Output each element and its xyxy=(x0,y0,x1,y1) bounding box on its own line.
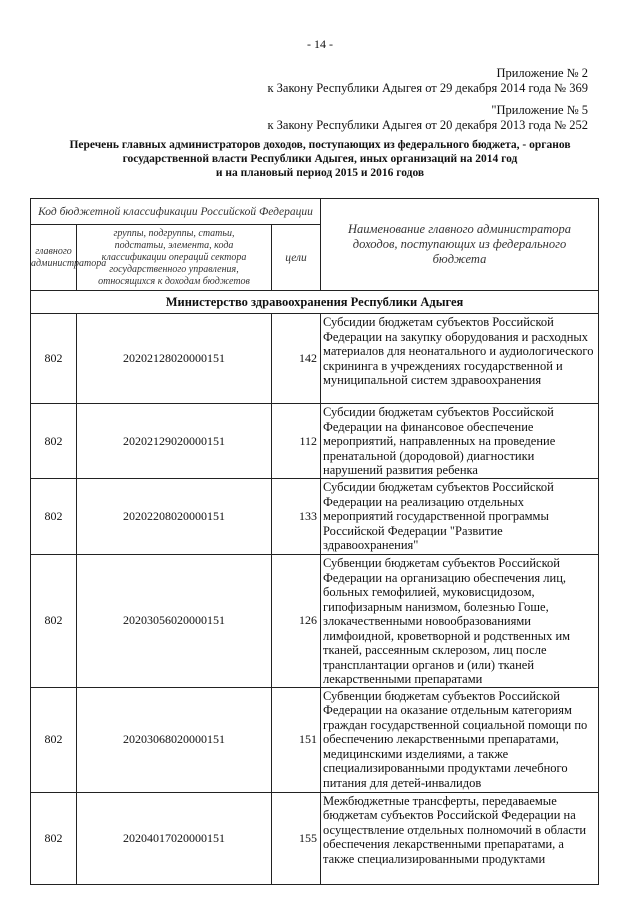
admin-code-cell: 802 xyxy=(31,555,77,688)
description-cell: Межбюджетные трансферты, передаваемые бюджетам субъектов Российской Федерации на осуществление отдельных полномочий в области обеспечения лекарственными препаратами, а также специализированными продуктами xyxy=(321,792,599,884)
administrators-table xyxy=(30,198,599,885)
target-code-cell: 133 xyxy=(272,479,321,555)
admin-code-cell: 802 xyxy=(31,479,77,555)
admin-code-cell: 802 xyxy=(31,314,77,404)
title-line: и на плановый период 2015 и 2016 годов xyxy=(215,167,425,179)
target-code-cell: 126 xyxy=(272,555,321,688)
appendix-original-number: "Приложение № 5 xyxy=(491,103,588,117)
description-cell: Субсидии бюджетам субъектов Российской Федерации на закупку оборудования и расходных материалов для неонатального и аудиологического скрининга в учреждениях государственной и муниципальной систем здравоохранения xyxy=(321,314,599,404)
budget-code-cell: 20203056020000151 xyxy=(77,555,272,688)
admin-code-cell: 802 xyxy=(31,404,77,479)
appendix-number: Приложение № 2 xyxy=(496,66,588,80)
group-column-header: группы, подгруппы, статьи, подстатьи, элемента, кода классификации операций сектора государственного управления, относящихся к доходам бюджетов xyxy=(77,225,272,291)
admin-code-cell: 802 xyxy=(31,687,77,792)
title-line: Перечень главных администраторов доходов, поступающих из федерального бюджета, - органов xyxy=(69,139,571,151)
target-code-cell: 112 xyxy=(272,404,321,479)
budget-code-cell: 20202208020000151 xyxy=(77,479,272,555)
admin-code-cell: 802 xyxy=(31,792,77,884)
target-code-cell: 142 xyxy=(272,314,321,404)
name-column-header: Наименование главного администратора доходов, поступающих из федерального бюджета xyxy=(321,199,599,291)
kbk-header: Код бюджетной классификации Российской Федерации xyxy=(31,199,321,225)
target-code-cell: 155 xyxy=(272,792,321,884)
description-cell: Субвенции бюджетам субъектов Российской Федерации на оказание отдельным категориям граждан государственной социальной помощи по обеспечению лекарственными препаратами, медицинскими изделиями, а также специализированными продуктами лечебного питания для детей-инвалидов xyxy=(321,687,599,792)
document-title xyxy=(40,138,600,180)
table-row xyxy=(31,687,599,792)
section-title: Министерство здравоохранения Республики Адыгея xyxy=(31,291,599,314)
description-cell: Субсидии бюджетам субъектов Российской Федерации на финансовое обеспечение мероприятий, направленных на проведение пренатальной (дородовой) диагностики нарушений развития ребенка xyxy=(321,404,599,479)
budget-code-cell: 20203068020000151 xyxy=(77,687,272,792)
target-column-header: цели xyxy=(272,225,321,291)
title-line: государственной власти Республики Адыгея, иных организаций на 2014 год xyxy=(122,153,518,165)
budget-code-cell: 20204017020000151 xyxy=(77,792,272,884)
appendix-original-law-reference: к Закону Республики Адыгея от 20 декабря 2013 года № 252 xyxy=(267,118,588,132)
page-number: - 14 - xyxy=(307,37,333,51)
table-row xyxy=(31,792,599,884)
description-cell: Субсидии бюджетам субъектов Российской Федерации на реализацию отдельных мероприятий государственной программы Российской Федерации "Развитие здравоохранения" xyxy=(321,479,599,555)
appendix-law-reference: к Закону Республики Адыгея от 29 декабря 2014 года № 369 xyxy=(267,81,588,95)
table-header-row xyxy=(31,199,599,225)
description-cell: Субвенции бюджетам субъектов Российской Федерации на организацию обеспечения лиц, больных гемофилией, муковисцидозом, гипофизарным нанизмом, болезнью Гоше, злокачественными новообразованиями лимфоидной, кроветворной и родственных им тканей, рассеянным склерозом, лиц после трансплантации органов и (или) тканей лекарственными препаратами xyxy=(321,555,599,688)
table-row xyxy=(31,314,599,404)
table-row xyxy=(31,555,599,688)
section-row xyxy=(31,291,599,314)
table-row xyxy=(31,404,599,479)
admin-column-header: главного администратора xyxy=(31,225,77,291)
table-row xyxy=(31,479,599,555)
budget-code-cell: 20202128020000151 xyxy=(77,314,272,404)
budget-code-cell: 20202129020000151 xyxy=(77,404,272,479)
target-code-cell: 151 xyxy=(272,687,321,792)
